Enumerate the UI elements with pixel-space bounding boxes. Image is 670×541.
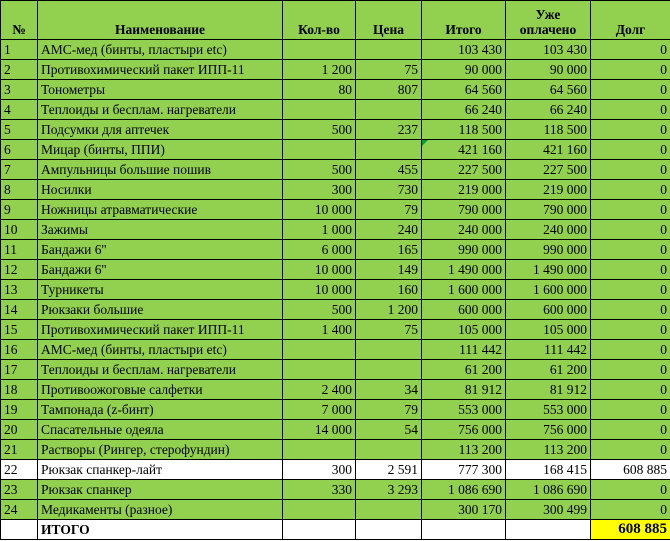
cell-name[interactable]: Тампонада (z-бинт) [38,400,283,420]
cell-debt[interactable]: 0 [591,360,670,380]
cell-paid[interactable]: 300 499 [506,500,591,520]
cell-price[interactable]: 455 [356,160,422,180]
cell-price[interactable] [356,40,422,60]
cell-total[interactable]: 64 560 [422,80,506,100]
total-paid-cell[interactable] [506,520,591,540]
cell-qty[interactable]: 300 [283,180,356,200]
cell-qty[interactable] [283,140,356,160]
header-qty[interactable]: Кол-во [283,1,356,40]
table-row [1,380,670,400]
cell-price[interactable]: 160 [356,280,422,300]
cell-num[interactable]: 13 [1,280,38,300]
header-num[interactable]: № [1,1,38,40]
cell-qty[interactable]: 330 [283,480,356,500]
cell-num[interactable]: 16 [1,340,38,360]
cell-paid[interactable]: 118 500 [506,120,591,140]
header-price[interactable]: Цена [356,1,422,40]
cell-paid[interactable]: 219 000 [506,180,591,200]
total-price-cell[interactable] [356,520,422,540]
cell-debt[interactable]: 0 [591,100,670,120]
table-row [1,300,670,320]
cell-debt[interactable]: 0 [591,120,670,140]
cell-qty[interactable]: 10 000 [283,200,356,220]
cell-total[interactable]: 61 200 [422,360,506,380]
cell-price[interactable]: 34 [356,380,422,400]
cell-total[interactable]: 66 240 [422,100,506,120]
cell-num[interactable]: 17 [1,360,38,380]
cell-qty[interactable]: 1 200 [283,60,356,80]
cell-total[interactable]: 990 000 [422,240,506,260]
cell-paid[interactable]: 990 000 [506,240,591,260]
cell-num[interactable]: 10 [1,220,38,240]
cell-paid[interactable]: 168 415 [506,460,591,480]
cell-qty[interactable] [283,500,356,520]
cell-total[interactable]: 81 912 [422,380,506,400]
cell-name[interactable]: АМС-мед (бинты, пластыри etc) [38,340,283,360]
table-row [1,140,670,160]
table-row [1,180,670,200]
table-row [1,100,670,120]
table-row [1,360,670,380]
cell-qty[interactable]: 10 000 [283,260,356,280]
cell-debt[interactable]: 0 [591,80,670,100]
cell-paid[interactable]: 227 500 [506,160,591,180]
table-row [1,260,670,280]
cell-num[interactable]: 3 [1,80,38,100]
table-row [1,160,670,180]
cell-paid[interactable]: 240 000 [506,220,591,240]
cell-paid[interactable]: 600 000 [506,300,591,320]
cell-num[interactable]: 22 [1,460,38,480]
cell-debt[interactable]: 0 [591,260,670,280]
cell-qty[interactable] [283,360,356,380]
cell-price[interactable] [356,100,422,120]
cell-num[interactable]: 7 [1,160,38,180]
cell-total[interactable]: 113 200 [422,440,506,460]
cell-paid[interactable]: 113 200 [506,440,591,460]
cell-qty[interactable]: 500 [283,120,356,140]
total-label[interactable]: ИТОГО [38,520,283,540]
cell-price[interactable] [356,440,422,460]
cell-price[interactable]: 240 [356,220,422,240]
cell-paid[interactable]: 421 160 [506,140,591,160]
cell-total[interactable]: 600 000 [422,300,506,320]
cell-num[interactable]: 8 [1,180,38,200]
cell-total[interactable]: 421 160 [422,140,506,160]
cell-debt[interactable]: 0 [591,420,670,440]
cell-debt[interactable]: 0 [591,340,670,360]
cell-name[interactable]: АМС-мед (бинты, пластыри etc) [38,40,283,60]
cell-num[interactable]: 5 [1,120,38,140]
cell-name[interactable]: Медикаменты (разное) [38,500,283,520]
cell-name[interactable]: Спасательные одеяла [38,420,283,440]
cell-num[interactable]: 12 [1,260,38,280]
cell-qty[interactable] [283,440,356,460]
cell-debt[interactable]: 0 [591,40,670,60]
cell-price[interactable]: 79 [356,200,422,220]
cell-price[interactable]: 1 200 [356,300,422,320]
header-name[interactable]: Наименование [38,1,283,40]
cell-qty[interactable] [283,340,356,360]
cell-paid[interactable]: 105 000 [506,320,591,340]
cell-paid[interactable]: 66 240 [506,100,591,120]
table-row [1,420,670,440]
table-row [1,60,670,80]
cell-name[interactable]: Носилки [38,180,283,200]
cell-num[interactable]: 20 [1,420,38,440]
cell-paid[interactable]: 90 000 [506,60,591,80]
cell-price[interactable]: 75 [356,320,422,340]
cell-total[interactable]: 219 000 [422,180,506,200]
table-row [1,80,670,100]
cell-total[interactable]: 756 000 [422,420,506,440]
cell-name[interactable]: Турникеты [38,280,283,300]
cell-total[interactable]: 118 500 [422,120,506,140]
cell-num[interactable]: 18 [1,380,38,400]
cell-total[interactable]: 111 442 [422,340,506,360]
cell-num[interactable]: 11 [1,240,38,260]
cell-qty[interactable]: 14 000 [283,420,356,440]
cell-qty[interactable]: 500 [283,160,356,180]
cell-total[interactable]: 553 000 [422,400,506,420]
cell-price[interactable]: 237 [356,120,422,140]
cell-total[interactable]: 790 000 [422,200,506,220]
cell-name[interactable]: Противоожоговые салфетки [38,380,283,400]
total-total-cell[interactable] [422,520,506,540]
table-body [1,40,670,520]
table-row [1,40,670,60]
total-row [1,520,670,540]
cell-paid[interactable]: 553 000 [506,400,591,420]
cell-debt[interactable]: 608 885 [591,460,670,480]
cell-name[interactable]: Тонометры [38,80,283,100]
cell-name[interactable]: Противохимический пакет ИПП-11 [38,60,283,80]
cell-total[interactable]: 105 000 [422,320,506,340]
cell-paid[interactable]: 81 912 [506,380,591,400]
cell-price[interactable]: 730 [356,180,422,200]
cell-num[interactable]: 19 [1,400,38,420]
cell-debt[interactable]: 0 [591,180,670,200]
cell-price[interactable] [356,140,422,160]
cell-debt[interactable]: 0 [591,320,670,340]
cell-num[interactable]: 4 [1,100,38,120]
table-row [1,220,670,240]
cell-name[interactable]: Мицар (бинты, ППИ) [38,140,283,160]
cell-qty[interactable]: 300 [283,460,356,480]
cell-name[interactable]: Теплоиды и бесплам. нагреватели [38,360,283,380]
cell-paid[interactable]: 103 430 [506,40,591,60]
cell-name[interactable]: Подсумки для аптечек [38,120,283,140]
cell-qty[interactable]: 10 000 [283,280,356,300]
table-row [1,200,670,220]
cell-paid[interactable]: 756 000 [506,420,591,440]
cell-price[interactable]: 3 293 [356,480,422,500]
cell-num[interactable]: 14 [1,300,38,320]
cell-paid[interactable]: 790 000 [506,200,591,220]
cell-total[interactable]: 103 430 [422,40,506,60]
table-row [1,400,670,420]
table-row [1,460,670,480]
cell-paid[interactable]: 64 560 [506,80,591,100]
cell-qty[interactable]: 500 [283,300,356,320]
cell-total[interactable]: 777 300 [422,460,506,480]
cell-num[interactable]: 2 [1,60,38,80]
table-row [1,500,670,520]
cell-debt[interactable]: 0 [591,500,670,520]
cell-total[interactable]: 1 490 000 [422,260,506,280]
cell-qty[interactable]: 1 400 [283,320,356,340]
cell-total[interactable]: 1 086 690 [422,480,506,500]
cell-qty[interactable]: 7 000 [283,400,356,420]
cell-total[interactable]: 227 500 [422,160,506,180]
cell-total[interactable]: 1 600 000 [422,280,506,300]
cell-num[interactable]: 15 [1,320,38,340]
cell-price[interactable]: 807 [356,80,422,100]
cell-debt[interactable]: 0 [591,280,670,300]
cell-num[interactable]: 6 [1,140,38,160]
table-row [1,240,670,260]
cell-qty[interactable] [283,40,356,60]
cell-name[interactable]: Рюкзак спанкер-лайт [38,460,283,480]
cell-num[interactable]: 21 [1,440,38,460]
cell-price[interactable]: 2 591 [356,460,422,480]
cell-price[interactable]: 79 [356,400,422,420]
cell-name[interactable]: Зажимы [38,220,283,240]
cell-num[interactable]: 23 [1,480,38,500]
cell-price[interactable] [356,340,422,360]
cell-debt[interactable]: 0 [591,60,670,80]
cell-name[interactable]: Рюкзаки большие [38,300,283,320]
cell-debt[interactable]: 0 [591,300,670,320]
cell-debt[interactable]: 0 [591,160,670,180]
table-row [1,480,670,500]
cell-total[interactable]: 240 000 [422,220,506,240]
cell-debt[interactable]: 0 [591,380,670,400]
cell-name[interactable]: Ампульницы большие пошив [38,160,283,180]
table-row [1,340,670,360]
cell-debt[interactable]: 0 [591,440,670,460]
cell-debt[interactable]: 0 [591,140,670,160]
cell-paid[interactable]: 1 490 000 [506,260,591,280]
cell-price[interactable]: 149 [356,260,422,280]
cell-total[interactable]: 300 170 [422,500,506,520]
cell-qty[interactable]: 1 000 [283,220,356,240]
cell-price[interactable] [356,360,422,380]
cell-debt[interactable]: 0 [591,400,670,420]
cell-num[interactable]: 24 [1,500,38,520]
header-paid[interactable]: Уже оплачено [506,1,591,40]
cell-qty[interactable] [283,100,356,120]
table-row [1,440,670,460]
cell-name[interactable]: Ножницы атравматические [38,200,283,220]
cell-name[interactable]: Противохимический пакет ИПП-11 [38,320,283,340]
table-row [1,280,670,300]
cell-num[interactable]: 1 [1,40,38,60]
cell-paid[interactable]: 61 200 [506,360,591,380]
cell-price[interactable]: 54 [356,420,422,440]
cell-name[interactable]: Растворы (Рингер, стерофундин) [38,440,283,460]
header-row [1,1,670,40]
cell-debt[interactable]: 0 [591,200,670,220]
cell-qty[interactable]: 6 000 [283,240,356,260]
cell-paid[interactable]: 1 086 690 [506,480,591,500]
table-row [1,120,670,140]
total-qty-cell[interactable] [283,520,356,540]
total-debt-value[interactable]: 608 885 [591,520,670,540]
table-row [1,320,670,340]
cell-price[interactable]: 165 [356,240,422,260]
cell-debt[interactable]: 0 [591,240,670,260]
header-total[interactable]: Итого [422,1,506,40]
cell-total[interactable]: 90 000 [422,60,506,80]
cell-price[interactable]: 75 [356,60,422,80]
cell-name[interactable]: Рюкзак спанкер [38,480,283,500]
cell-paid[interactable]: 111 442 [506,340,591,360]
cell-debt[interactable]: 0 [591,480,670,500]
cell-qty[interactable]: 2 400 [283,380,356,400]
cell-price[interactable] [356,500,422,520]
cell-qty[interactable]: 80 [283,80,356,100]
cell-name[interactable]: Теплоиды и бесплам. нагреватели [38,100,283,120]
cell-debt[interactable]: 0 [591,220,670,240]
cell-num[interactable]: 9 [1,200,38,220]
cell-paid[interactable]: 1 600 000 [506,280,591,300]
cell-name[interactable]: Бандажи 6'' [38,240,283,260]
header-debt[interactable]: Долг [591,1,670,40]
cell-name[interactable]: Бандажи 6'' [38,260,283,280]
total-num-cell[interactable] [1,520,38,540]
